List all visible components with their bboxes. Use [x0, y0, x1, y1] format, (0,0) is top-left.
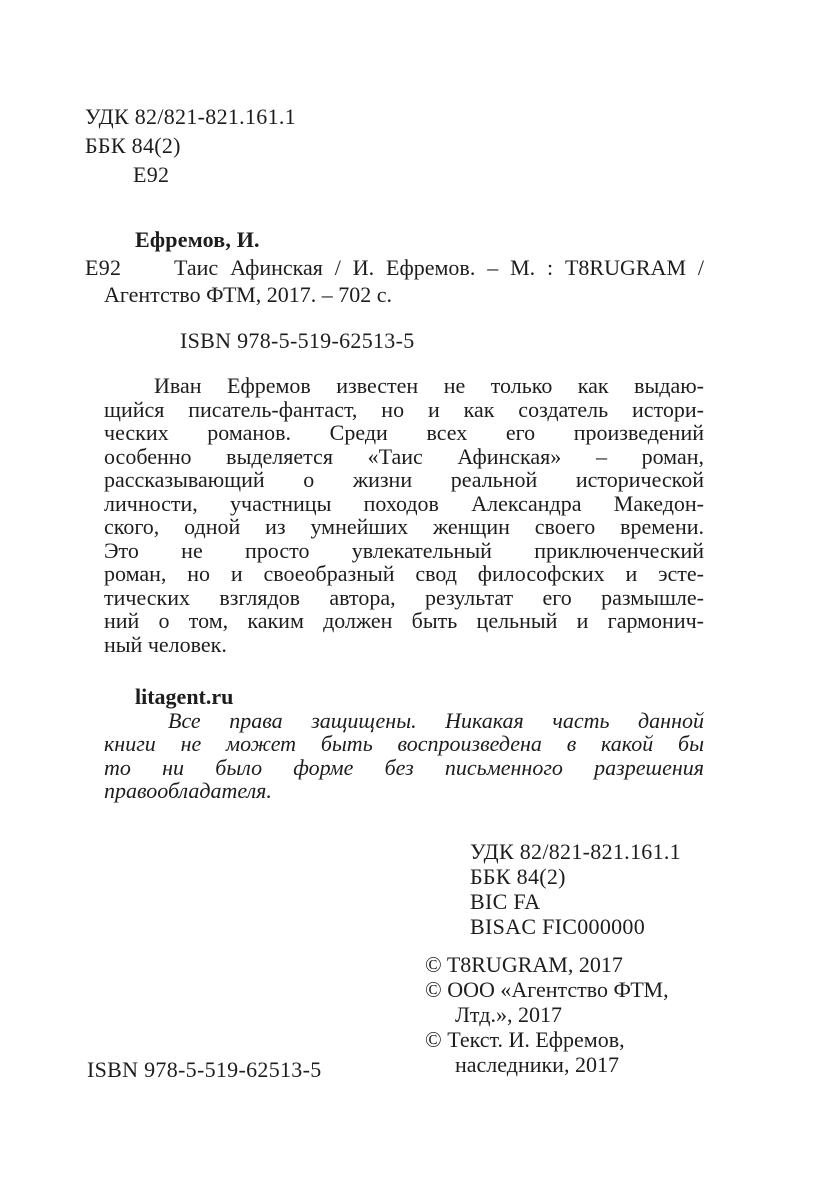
annotation-line: роман, но и своеобразный свод философских и эсте-	[104, 561, 704, 586]
bisac-line: BISAC FIC000000	[470, 914, 646, 939]
rights-line: то ни было форме без письменного разрешения	[104, 754, 704, 780]
annotation-line: Иван Ефремов известен не только как выдаю-	[154, 373, 704, 398]
isbn-bottom: ISBN 978-5-519-62513-5	[87, 1057, 322, 1082]
rights-line: правообладателя.	[104, 778, 272, 803]
rights-line: книги не может быть воспроизведена в какой бы	[104, 731, 704, 756]
litagent-site: litagent.ru	[135, 684, 234, 709]
rights-block	[104, 685, 704, 803]
annotation-line: Это не просто увлекательный приключенческий	[104, 537, 704, 563]
annotation-line: ний о том, каким должен быть цельный и гармонич-	[104, 608, 704, 633]
copyright-line: © Текст. И. Ефремов,	[425, 1027, 625, 1052]
annotation-line: рассказывающий о жизни реальной исторической	[104, 467, 704, 492]
catalog-card	[85, 226, 704, 309]
copyright-line: © T8RUGRAM, 2017	[425, 952, 623, 977]
rights-line: Все права защищены. Никакая часть данной	[168, 707, 704, 733]
annotation-line: особенно выделяется «Таис Афинская» – роман,	[104, 443, 704, 469]
bic-line: BIC FA	[470, 889, 541, 914]
annotation-paragraph	[104, 374, 704, 656]
right-classification-block	[470, 839, 681, 939]
isbn-catalog: ISBN 978-5-519-62513-5	[180, 328, 415, 353]
copyright-line: наследники, 2017	[455, 1052, 619, 1077]
catalog-publisher-line: Агентство ФТМ, 2017. – 702 с.	[104, 282, 392, 307]
bbk-top-line: ББК 84(2)	[85, 133, 181, 158]
annotation-line: личности, участницы походов Александра Македон-	[104, 490, 704, 516]
catalog-code: Е92	[85, 254, 122, 280]
annotation-line: ный человек.	[104, 631, 227, 657]
annotation-line: ского, одной из умнейших женщин своего времени.	[104, 514, 704, 539]
udk-right-line: УДК 82/821-821.161.1	[470, 839, 681, 864]
bbk-right-line: ББК 84(2)	[470, 864, 566, 889]
annotation-line: щийся писатель-фантаст, но и как создатель истори-	[104, 396, 704, 422]
author-sign-code: Е92	[133, 162, 170, 187]
catalog-title-row	[85, 254, 704, 282]
copyright-line: Лтд.», 2017	[455, 1002, 562, 1027]
annotation-line: ческих романов. Среди всех его произведений	[104, 420, 704, 445]
udk-top-line: УДК 82/821-821.161.1	[85, 104, 296, 129]
catalog-title-line: Таис Афинская / И. Ефремов. – М. : T8RUGRAM /	[174, 254, 704, 280]
author-name: Ефремов, И.	[135, 227, 260, 252]
copyright-line: © ООО «Агентство ФТМ,	[425, 977, 669, 1002]
annotation-line: тических взглядов автора, результат его размышле-	[104, 584, 704, 610]
top-classification-block	[85, 102, 296, 189]
copyright-block	[425, 952, 669, 1077]
